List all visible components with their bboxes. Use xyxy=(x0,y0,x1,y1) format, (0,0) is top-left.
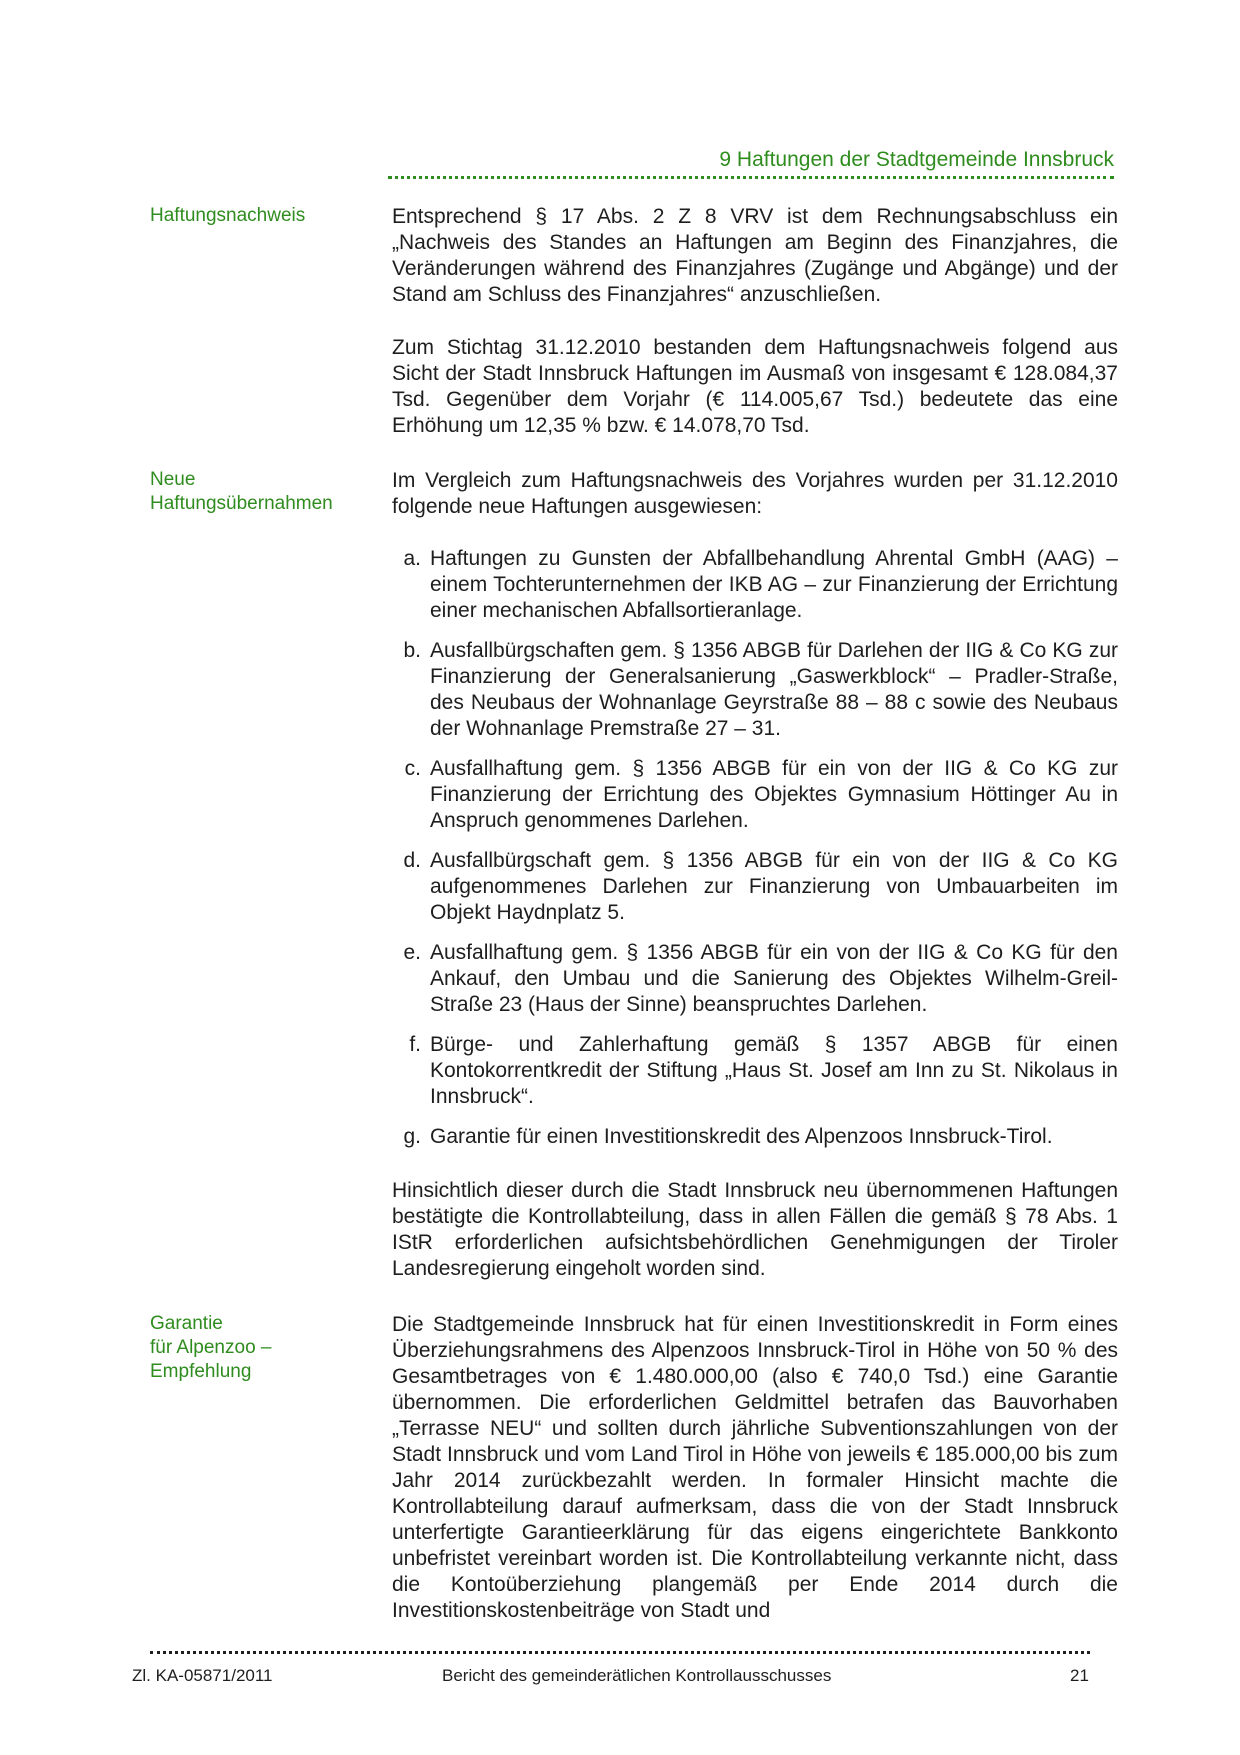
list-item-text: Ausfallhaftung gem. § 1356 ABGB für ein von der IIG & Co KG zur Finanzierung der Errichtung des Objektes Gymnasium Höttinger Au in Anspruch genommenes Darlehen. xyxy=(430,757,1118,832)
paragraph-haftungsnachweis: Entsprechend § 17 Abs. 2 Z 8 VRV ist dem Rechnungsabschluss ein „Nachweis des Standes an Haftungen am Beginn des Finanzjahres, die Veränderungen während des Finanzjahres (Zugänge und Abgänge) und der Stand am Schluss des Finanzjahres“ anzuschließen. xyxy=(392,205,1118,306)
list-item xyxy=(392,1032,1118,1110)
page-number: 21 xyxy=(1070,1666,1089,1685)
list-marker: b. xyxy=(403,639,421,662)
page-header-title: 9 Haftungen der Stadtgemeinde Innsbruck xyxy=(719,148,1114,171)
list-item xyxy=(392,940,1118,1018)
list-item-text: Bürge- und Zahlerhaftung gemäß § 1357 ABGB für einen Kontokorrentkredit der Stiftung „Haus St. Josef am Inn zu St. Nikolaus in Innsbruck“. xyxy=(430,1033,1118,1108)
margin-note-line: für Alpenzoo – xyxy=(150,1337,272,1358)
footer-report-title: Bericht des gemeinderätlichen Kontrollausschusses xyxy=(442,1666,832,1685)
margin-note-line: Neue xyxy=(150,469,196,490)
list-item xyxy=(392,638,1118,742)
margin-note-line: Empfehlung xyxy=(150,1361,252,1382)
list-marker: d. xyxy=(403,849,421,872)
paragraph-stichtag: Zum Stichtag 31.12.2010 bestanden dem Haftungsnachweis folgend aus Sicht der Stadt Innsbruck Haftungen im Ausmaß von insgesamt € 128.084,37 Tsd. Gegenüber dem Vorjahr (€ 114.005,67 Tsd.) bedeutete das eine Erhöhung um 12,35 % bzw. € 14.078,70 Tsd. xyxy=(392,336,1118,437)
footer-divider xyxy=(150,1651,1090,1654)
margin-note-line: Haftungsnachweis xyxy=(150,205,306,226)
list-item xyxy=(392,756,1118,834)
paragraph-genehmigungen: Hinsichtlich dieser durch die Stadt Innsbruck neu übernommenen Haftungen bestätigte die Kontrollabteilung, dass in allen Fällen die gemäß § 78 Abs. 1 IStR erforderlichen aufsichtsbehördlichen Genehmigungen der Tiroler Landesregierung eingeholt worden sind. xyxy=(392,1179,1118,1280)
margin-note-neue-haftungen xyxy=(150,468,370,516)
list-item-text: Ausfallbürgschaft gem. § 1356 ABGB für ein von der IIG & Co KG aufgenommenes Darlehen zur Finanzierung von Umbauarbeiten im Objekt Haydnplatz 5. xyxy=(430,849,1118,924)
list-item-text: Ausfallhaftung gem. § 1356 ABGB für ein von der IIG & Co KG für den Ankauf, den Umbau und die Sanierung des Objektes Wilhelm-Greil-Straße 23 (Haus der Sinne) beanspruchtes Darlehen. xyxy=(430,941,1118,1016)
header-divider xyxy=(388,176,1114,179)
list-marker: c. xyxy=(404,757,421,780)
list-item xyxy=(392,848,1118,926)
neue-haftungen-list xyxy=(392,546,1118,1164)
list-marker: e. xyxy=(403,941,421,964)
margin-note-line: Haftungsübernahmen xyxy=(150,493,333,514)
footer-reference: Zl. KA-05871/2011 xyxy=(132,1666,273,1685)
margin-note-garantie-alpenzoo xyxy=(150,1312,370,1384)
paragraph-garantie-alpenzoo: Die Stadtgemeinde Innsbruck hat für einen Investitionskredit in Form eines Überziehungsrahmens des Alpenzoos Innsbruck-Tirol in Höhe von 50 % des Gesamtbetrages von € 1.480.000,00 (also € 740,0 Tsd.) eine Garantie übernommen. Die erforderlichen Geldmittel betrafen das Bauvorhaben „Terrasse NEU“ und sollten durch jährliche Subventionszahlungen von der Stadt Innsbruck und vom Land Tirol in Höhe von jeweils € 185.000,00 bis zum Jahr 2014 zurückbezahlt werden. In formaler Hinsicht machte die Kontrollabteilung darauf aufmerksam, dass die von der Stadt Innsbruck unterfertigte Garantieerklärung für das eigens eingerichtete Bankkonto unbefristet vereinbart worden ist. Die Kontrollabteilung verkannte nicht, dass die Kontoüberziehung plangemäß per Ende 2014 durch die Investitionskostenbeiträge von Stadt und xyxy=(392,1313,1118,1622)
list-item-text: Garantie für einen Investitionskredit des Alpenzoos Innsbruck-Tirol. xyxy=(430,1125,1053,1148)
list-item xyxy=(392,1124,1118,1150)
list-marker: a. xyxy=(403,547,421,570)
list-marker: g. xyxy=(403,1125,421,1148)
list-marker: f. xyxy=(409,1033,421,1056)
margin-note-line: Garantie xyxy=(150,1313,223,1334)
list-item-text: Ausfallbürgschaften gem. § 1356 ABGB für Darlehen der IIG & Co KG zur Finanzierung der Generalsanierung „Gaswerkblock“ – Pradler-Straße, des Neubaus der Wohnanlage Geyrstraße 88 – 88 c sowie des Neubaus der Wohnanlage Premstraße 27 – 31. xyxy=(430,639,1118,740)
list-item-text: Haftungen zu Gunsten der Abfallbehandlung Ahrental GmbH (AAG) – einem Tochterunternehmen der IKB AG – zur Finanzierung der Errichtung einer mechanischen Abfallsortieranlage. xyxy=(430,547,1118,622)
margin-note-haftungsnachweis xyxy=(150,204,370,228)
list-item xyxy=(392,546,1118,624)
paragraph-vergleich: Im Vergleich zum Haftungsnachweis des Vorjahres wurden per 31.12.2010 folgende neue Haftungen ausgewiesen: xyxy=(392,469,1118,518)
